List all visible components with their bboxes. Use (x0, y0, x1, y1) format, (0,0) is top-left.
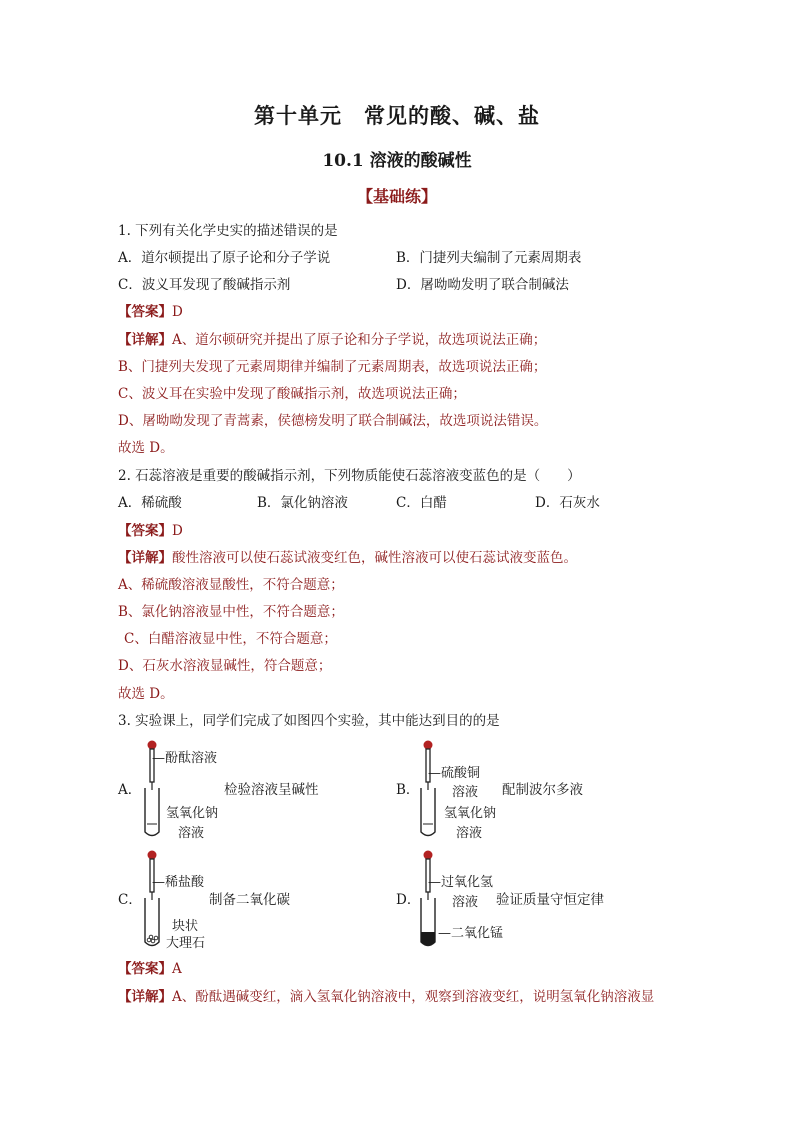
question-stem: 1. 下列有关化学史实的描述错误的是 (118, 223, 338, 239)
detail-text: 酸性溶液可以使石蕊试液变红色，碱性溶液可以使石蕊试液变蓝色。 (172, 550, 577, 566)
marble-chunk (149, 935, 153, 939)
dropper-bulb (424, 851, 433, 860)
option-a: A．稀硫酸 (118, 495, 182, 511)
option-d: D．石灰水 (535, 495, 600, 511)
test-tube (421, 788, 435, 836)
tube-label: 块状 (172, 919, 199, 934)
detail-text: C、波义耳在实验中发现了酸碱指示剂，故选项说法正确； (118, 386, 466, 402)
manganese-dioxide-fill (421, 932, 435, 946)
marble-chunk (151, 939, 155, 943)
answer-tag: 【答案】 (118, 304, 172, 320)
dropper-label: —酚酞溶液 (152, 751, 218, 766)
detail-text: A、酚酞遇碱变红，滴入氢氧化钠溶液中，观察到溶液变红，说明氢氧化钠溶液显 (172, 989, 655, 1005)
option-c: C．波义耳发现了酸碱指示剂 (118, 277, 291, 293)
experiment-purpose: 制备二氧化碳 (209, 892, 290, 908)
conclusion: 故选 D。 (118, 440, 174, 456)
detail-text: A、稀硫酸溶液显酸性，不符合题意； (118, 577, 344, 593)
answer-line (118, 522, 183, 540)
detail-text: A、道尔顿研究并提出了原子论和分子学说，故选项说法正确； (172, 332, 547, 348)
answer-line (118, 303, 183, 321)
tube-label: —二氧化锰 (438, 926, 504, 941)
question-stem: 3. 实验课上，同学们完成了如图四个实验，其中能达到目的的是 (118, 713, 500, 729)
answer-line (118, 960, 182, 978)
dropper-bulb (424, 741, 433, 750)
detail-text: C、白醋溶液显中性，不符合题意； (124, 631, 337, 647)
option-letter: B． (396, 782, 420, 798)
detail-text: B、氯化钠溶液显中性，不符合题意； (118, 604, 344, 620)
detail-tag: 【详解】 (118, 989, 172, 1005)
detail-line (118, 549, 577, 567)
answer-tag: 【答案】 (118, 961, 172, 977)
test-tube (145, 788, 159, 836)
option-a: A．道尔顿提出了原子论和分子学说 (118, 250, 331, 266)
detail-tag: 【详解】 (118, 550, 172, 566)
page-subtitle: 10.1 溶液的酸碱性 (322, 151, 472, 171)
option-b: B．门捷列夫编制了元素周期表 (396, 250, 582, 266)
answer-tag: 【答案】 (118, 523, 172, 539)
detail-line (118, 988, 654, 1006)
detail-line (118, 331, 546, 349)
page-title: 第十单元 常见的酸、碱、盐 (254, 103, 540, 128)
dropper-bulb (148, 851, 157, 860)
experiment-purpose: 检验溶液呈碱性 (224, 782, 319, 798)
experiment-purpose: 验证质量守恒定律 (496, 892, 604, 908)
answer-value: A (172, 961, 182, 977)
conclusion: 故选 D。 (118, 686, 174, 702)
marble-chunk (154, 936, 158, 940)
dropper-label: —硫酸铜 (428, 766, 481, 781)
experiment-purpose: 配制波尔多液 (502, 782, 583, 798)
dropper-label-line-2: 溶液 (452, 785, 479, 800)
option-letter: A． (118, 782, 142, 798)
option-d: D．屠呦呦发明了联合制碱法 (396, 277, 569, 293)
option-letter: D． (396, 892, 421, 908)
section-heading: 【基础练】 (356, 187, 437, 206)
dropper-label-line-2: 溶液 (452, 895, 479, 910)
tube-label: 大理石 (166, 936, 206, 951)
answer-value: D (172, 304, 183, 320)
detail-text: D、石灰水溶液显碱性，符合题意； (118, 658, 332, 674)
tube-label: 溶液 (456, 826, 483, 841)
detail-text: B、门捷列夫发现了元素周期律并编制了元素周期表，故选项说法正确； (118, 359, 547, 375)
dropper-label: —稀盐酸 (152, 875, 205, 890)
option-letter: C． (118, 892, 142, 908)
question-stem: 2. 石蕊溶液是重要的酸碱指示剂，下列物质能使石蕊溶液变蓝色的是（ ） (118, 468, 581, 484)
detail-tag: 【详解】 (118, 332, 172, 348)
answer-value: D (172, 523, 183, 539)
tube-label: 氢氧化钠 (166, 806, 219, 821)
dropper-label: —过氧化氢 (428, 875, 494, 890)
option-b: B．氯化钠溶液 (257, 495, 348, 511)
detail-text: D、屠呦呦发现了青蒿素，侯德榜发明了联合制碱法，故选项说法错误。 (118, 413, 548, 429)
option-c: C．白醋 (396, 495, 447, 511)
dropper-tube-apparatus (416, 738, 456, 838)
tube-label: 氢氧化钠 (444, 806, 497, 821)
tube-label: 溶液 (178, 826, 205, 841)
